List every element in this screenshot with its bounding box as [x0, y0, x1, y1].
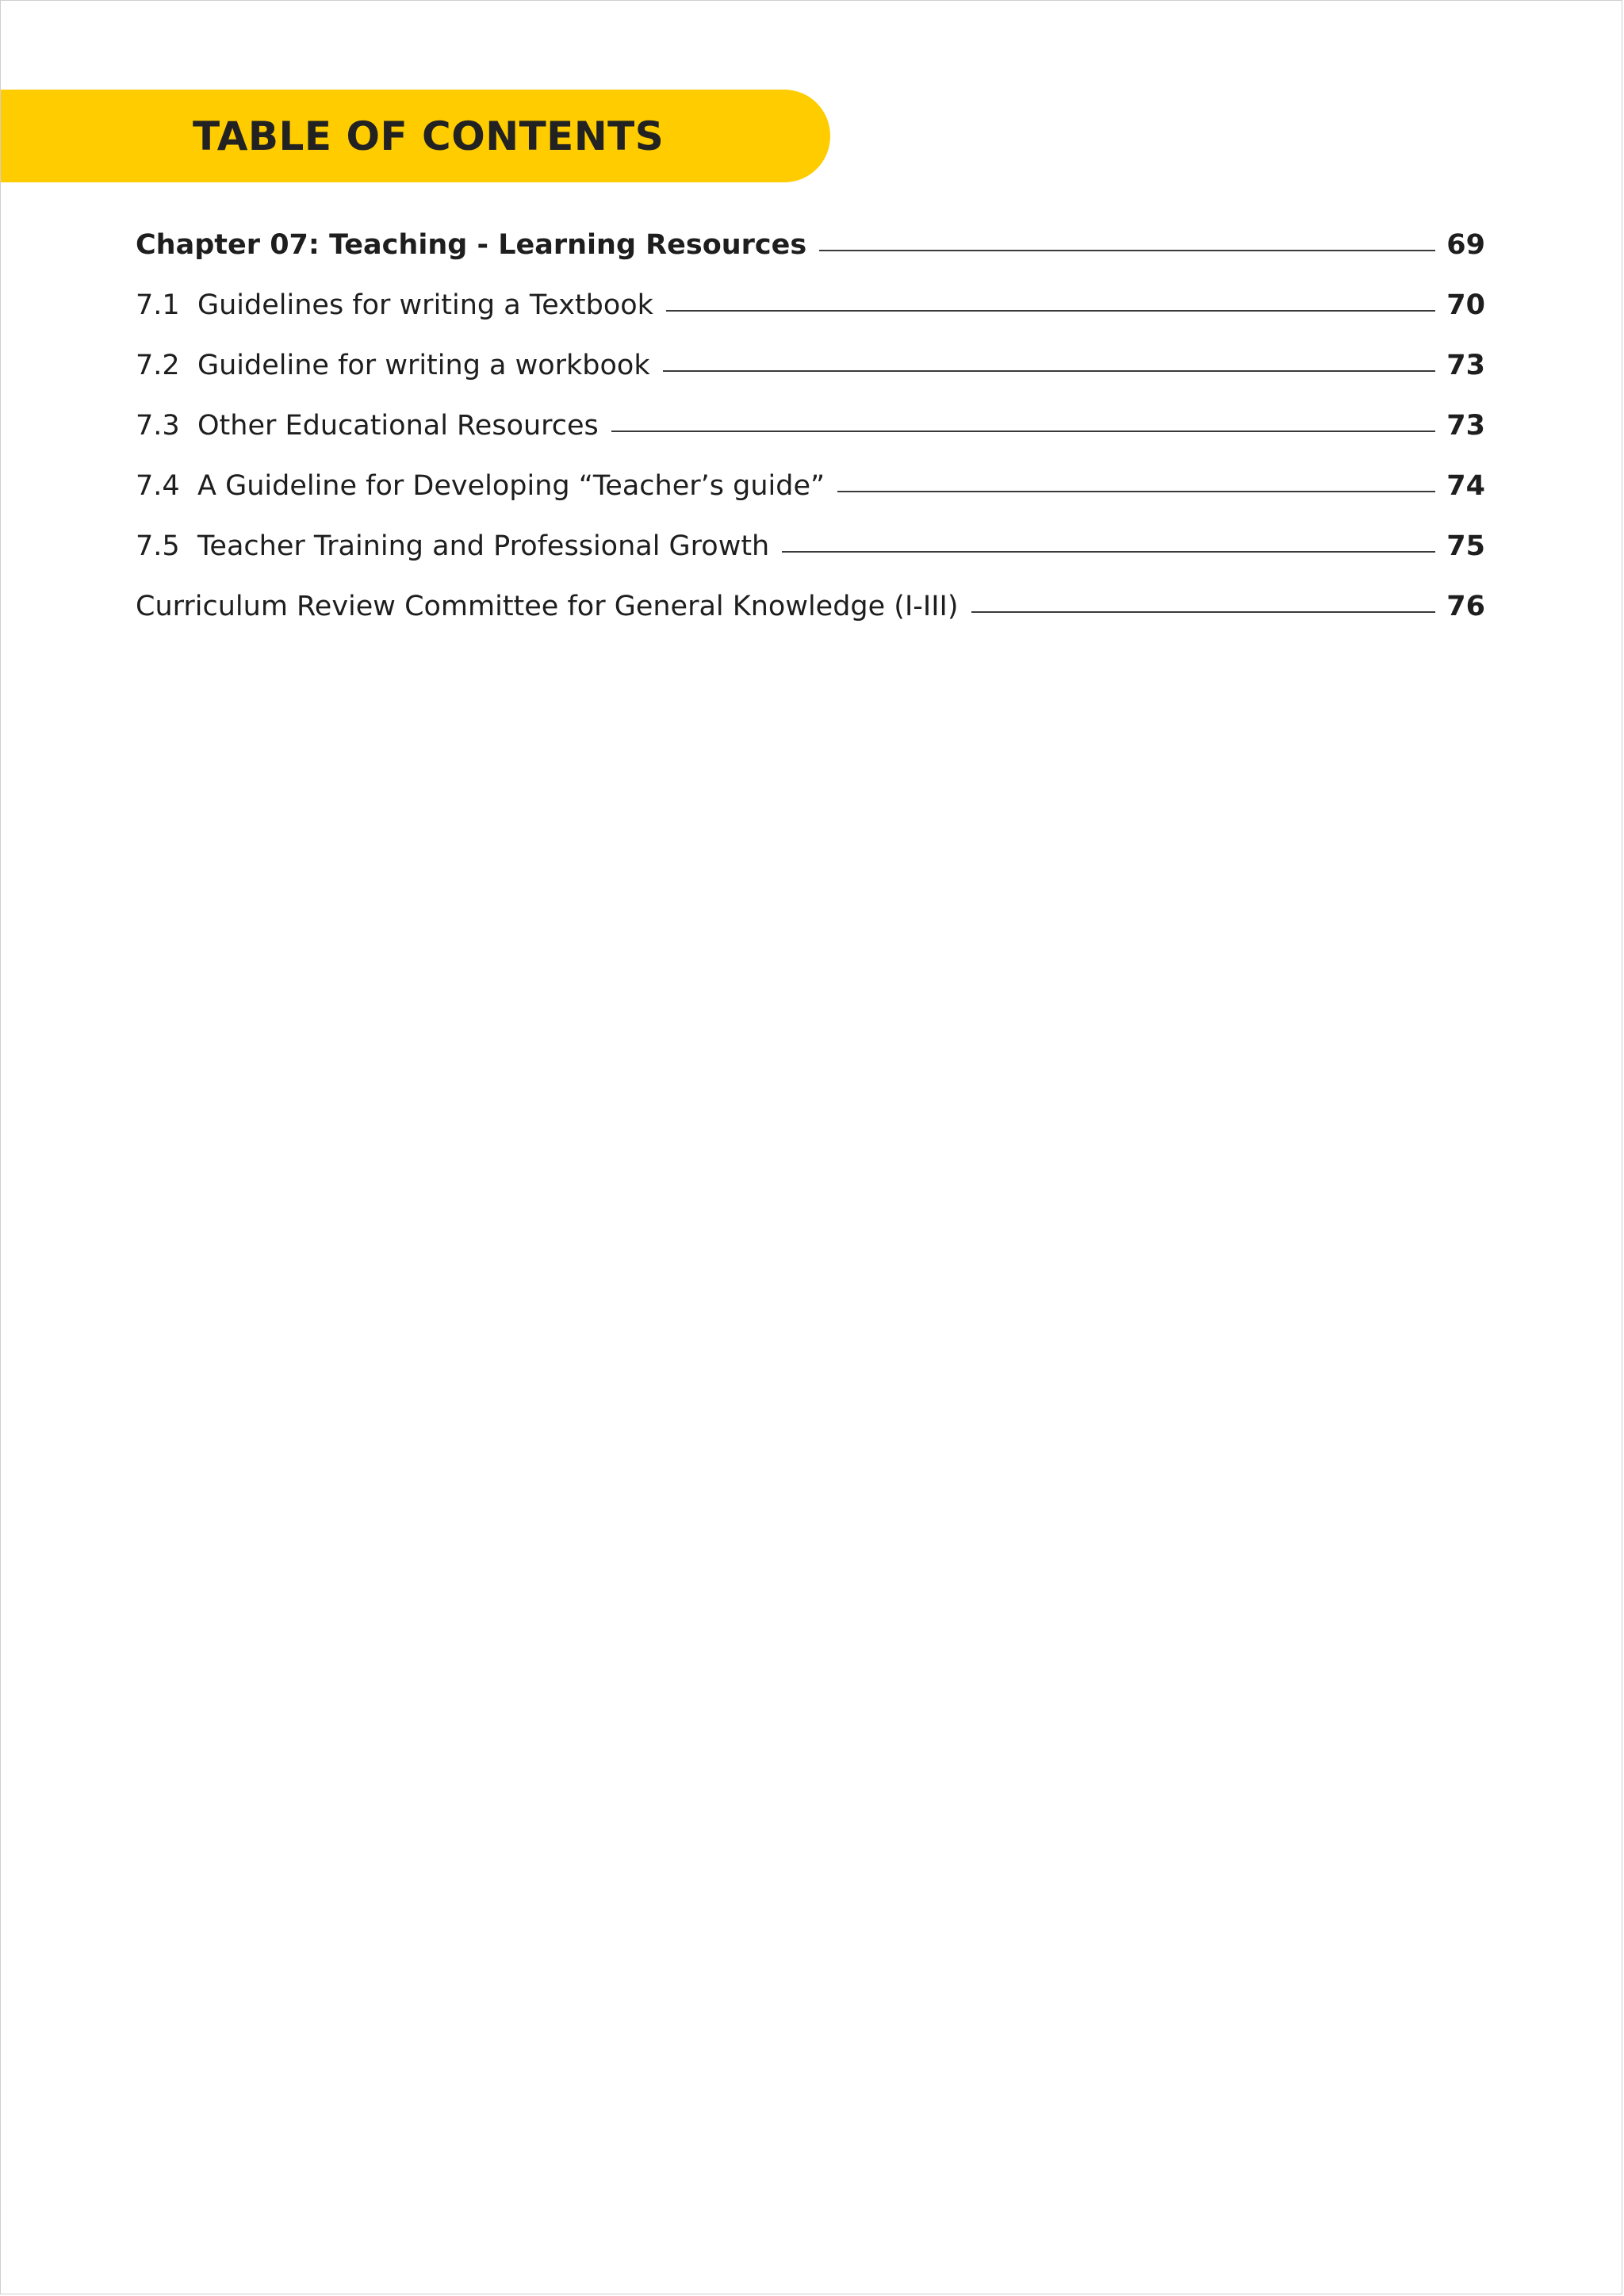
toc-page-number: 73	[1446, 410, 1485, 442]
toc-leader-line	[666, 310, 1435, 312]
toc-page-number: 69	[1446, 229, 1485, 261]
toc-entry-7-4[interactable]	[136, 456, 1485, 516]
toc-section-number: 7.5	[136, 530, 180, 562]
toc-leader-line	[611, 430, 1435, 432]
toc-chapter-label: Chapter 07: Teaching - Learning Resources	[136, 229, 807, 261]
toc-section-number: 7.4	[136, 470, 180, 502]
toc-leader-line	[782, 551, 1435, 553]
toc-entry-7-3[interactable]	[136, 396, 1485, 456]
toc-leader-line	[971, 611, 1436, 613]
toc-entry-7-2[interactable]	[136, 335, 1485, 396]
table-of-contents	[136, 215, 1485, 637]
toc-page-number: 76	[1446, 591, 1485, 622]
toc-section-number: 7.1	[136, 289, 180, 321]
toc-section-number: 7.2	[136, 350, 180, 381]
toc-section-title: Other Educational Resources	[197, 410, 599, 442]
toc-entry-7-1[interactable]	[136, 275, 1485, 335]
toc-section-title: Guideline for writing a workbook	[197, 350, 650, 381]
toc-section-title: A Guideline for Developing “Teacher’s guide”	[197, 470, 825, 502]
toc-entry-label	[136, 530, 769, 562]
toc-leader-line	[837, 491, 1435, 492]
toc-chapter-entry[interactable]	[136, 215, 1485, 275]
toc-leader-line	[663, 370, 1436, 372]
toc-header-banner	[1, 90, 830, 182]
toc-section-title: Teacher Training and Professional Growth	[197, 530, 770, 562]
toc-entry-label	[136, 410, 599, 442]
toc-entry-label	[136, 350, 650, 381]
toc-page-number: 75	[1446, 530, 1485, 562]
page-title: TABLE OF CONTENTS	[193, 113, 665, 159]
toc-entry-label	[136, 470, 825, 502]
toc-appendix-entry[interactable]	[136, 576, 1485, 637]
toc-leader-line	[819, 250, 1435, 251]
toc-entry-7-5[interactable]	[136, 516, 1485, 576]
toc-appendix-label: Curriculum Review Committee for General Knowledge (I-III)	[136, 591, 959, 622]
toc-page-number: 70	[1446, 289, 1485, 321]
toc-entry-label	[136, 289, 653, 321]
toc-section-number: 7.3	[136, 410, 180, 442]
toc-page-number: 73	[1446, 350, 1485, 381]
toc-page-number: 74	[1446, 470, 1485, 502]
toc-section-title: Guidelines for writing a Textbook	[197, 289, 653, 321]
